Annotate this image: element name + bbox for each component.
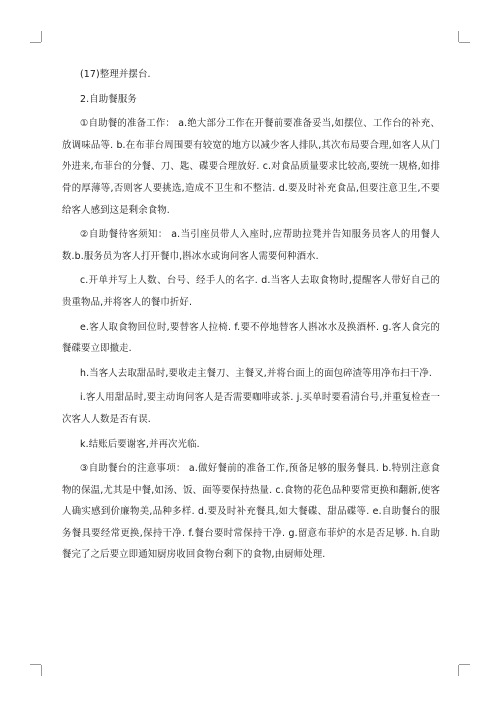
crop-mark-bottom-right-h bbox=[459, 664, 470, 665]
crop-mark-top-right-v bbox=[458, 31, 459, 42]
crop-mark-top-left-h bbox=[30, 42, 41, 43]
paragraph-coffee-and-bill: i.客人用甜品时,要主动询问客人是否需要咖啡或茶. j.买单时要看清台号,并重复检查一次客人人数是否有误. bbox=[62, 392, 440, 425]
crop-mark-top-left-v bbox=[41, 31, 42, 42]
crop-mark-top-right-h bbox=[459, 42, 470, 43]
paragraph-dessert-clearing: h.当客人去取甜品时,要收走主餐刀、主餐叉,并将台面上的面包碎渣等用净布扫干净. bbox=[80, 367, 432, 379]
paragraph-thank-guest: k.结账后要谢客,并再次光临. bbox=[80, 438, 200, 450]
paragraph-guest-reception: ②自助餐待客须知： a.当引座员带人入座时,应帮助拉凳并告知服务员客人的用餐人数.b.服务员为客人打开餐巾,斟冰水或询问客人需要何种酒水. bbox=[62, 229, 440, 262]
paragraph-step-17: (17)整理并摆台. bbox=[80, 69, 151, 80]
crop-mark-bottom-left-h bbox=[30, 664, 41, 665]
paragraph-order-and-valuables: c.开单并写上人数、台号、经手人的名字. d.当客人去取食物时,提醒客人带好自己的贵重物品,并将客人的餐巾折好. bbox=[62, 275, 440, 308]
paragraph-buffet-preparation: ①自助餐的准备工作： a.绝大部分工作在开餐前要准备妥当,如摆位、工作台的补充、放调味品等. b.在布菲台周围要有较宽的地方以减少客人排队,其次布局要合理,如客人从门外进来,布菲台的分餐、刀、匙、碟要合理放好. c.对食品质量要求比较高,要统一规格,如排骨的厚薄等,否则客人要挑选,造成不卫生和不整洁. d.要及时补充食品,但要注意卫生,不要给客人感到这是剩余食物. bbox=[62, 118, 440, 216]
document-body bbox=[62, 64, 440, 569]
crop-mark-bottom-left-v bbox=[41, 665, 42, 676]
crop-mark-bottom-right-v bbox=[458, 665, 459, 676]
paragraph-buffet-table-notes: ③自助餐台的注意事项： a.做好餐前的准备工作,预备足够的服务餐具. b.特别注意食物的保温,尤其是中餐,如汤、饭、面等要保持热量. c.食物的花色品种要常更换和翻新,使客人确实感到价廉物美,品种多样. d.要及时补充餐具,如大餐碟、甜品碟等. e.自助餐台的服务餐具要经常更换,保持干净. f.餐台要时常保持干净. g.留意布菲炉的水是否足够. h.自助餐完了之后要立即通知厨房收回食物台剩下的食物,由厨师处理. bbox=[62, 463, 440, 561]
section-heading-buffet-service: 2.自助餐服务 bbox=[80, 93, 137, 105]
paragraph-chair-and-drinks: e.客人取食物回位时,要替客人拉椅. f.要不停地替客人斟冰水及换酒杯. g.客人食完的餐碟要立即撤走. bbox=[62, 321, 440, 355]
